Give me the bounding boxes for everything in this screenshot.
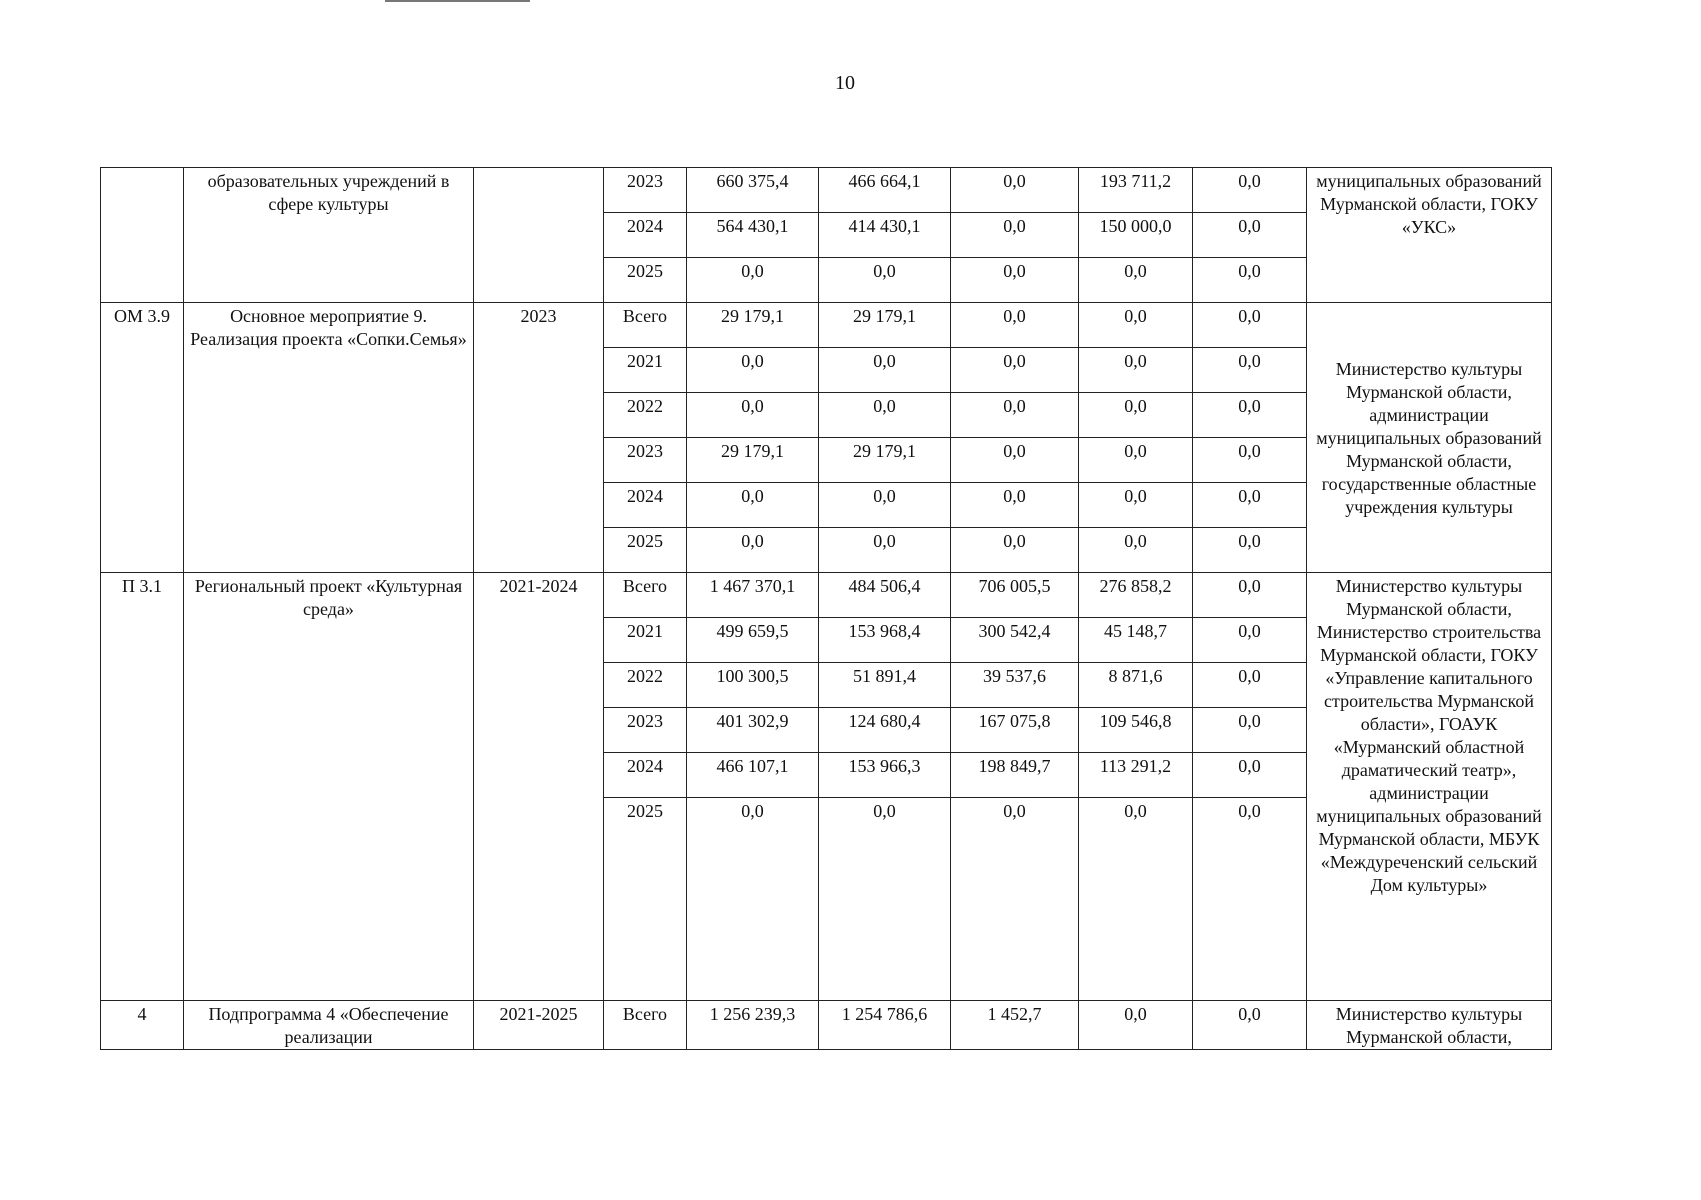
row-year: 2025: [604, 258, 687, 303]
value-cell: 0,0: [1079, 303, 1193, 348]
value-cell: 1 256 239,3: [687, 1001, 819, 1050]
page-number: 10: [835, 72, 855, 94]
value-cell: 300 542,4: [951, 618, 1079, 663]
value-cell: 0,0: [1079, 348, 1193, 393]
value-cell: 193 711,2: [1079, 168, 1193, 213]
value-cell: 0,0: [1079, 1001, 1193, 1050]
row-period: 2021-2025: [474, 1001, 604, 1050]
value-cell: 276 858,2: [1079, 573, 1193, 618]
value-cell: 414 430,1: [819, 213, 951, 258]
value-cell: 564 430,1: [687, 213, 819, 258]
value-cell: 100 300,5: [687, 663, 819, 708]
value-cell: 0,0: [1193, 708, 1307, 753]
value-cell: 153 966,3: [819, 753, 951, 798]
table-row: [101, 303, 1552, 348]
value-cell: 660 375,4: [687, 168, 819, 213]
value-cell: 0,0: [1193, 303, 1307, 348]
value-cell: 0,0: [1193, 168, 1307, 213]
value-cell: 466 107,1: [687, 753, 819, 798]
row-period: 2021-2024: [474, 573, 604, 1001]
row-responsible: муниципальных образований Мурманской области, ГОКУ «УКС»: [1307, 168, 1552, 303]
row-period: 2023: [474, 303, 604, 573]
row-year: Всего: [604, 573, 687, 618]
value-cell: 0,0: [951, 483, 1079, 528]
row-year: 2023: [604, 168, 687, 213]
row-name: образовательных учреждений в сфере культуры: [184, 168, 474, 303]
row-year: 2021: [604, 618, 687, 663]
value-cell: 0,0: [819, 258, 951, 303]
row-year: 2021: [604, 348, 687, 393]
value-cell: 0,0: [819, 483, 951, 528]
value-cell: 150 000,0: [1079, 213, 1193, 258]
value-cell: 113 291,2: [1079, 753, 1193, 798]
row-year: 2023: [604, 438, 687, 483]
value-cell: 0,0: [1193, 573, 1307, 618]
value-cell: 29 179,1: [687, 438, 819, 483]
value-cell: 45 148,7: [1079, 618, 1193, 663]
value-cell: 0,0: [1193, 438, 1307, 483]
value-cell: 0,0: [951, 258, 1079, 303]
row-year: Всего: [604, 1001, 687, 1050]
value-cell: 1 254 786,6: [819, 1001, 951, 1050]
value-cell: 0,0: [819, 528, 951, 573]
value-cell: 39 537,6: [951, 663, 1079, 708]
row-year: 2023: [604, 708, 687, 753]
value-cell: 109 546,8: [1079, 708, 1193, 753]
value-cell: 0,0: [1079, 393, 1193, 438]
row-code: ОМ 3.9: [101, 303, 184, 573]
row-year: Всего: [604, 303, 687, 348]
value-cell: 153 968,4: [819, 618, 951, 663]
value-cell: 1 467 370,1: [687, 573, 819, 618]
value-cell: 0,0: [1193, 1001, 1307, 1050]
value-cell: 0,0: [1193, 798, 1307, 1001]
value-cell: 29 179,1: [819, 438, 951, 483]
row-name: Подпрограмма 4 «Обеспечение реализации: [184, 1001, 474, 1050]
value-cell: 0,0: [1079, 258, 1193, 303]
row-code: 4: [101, 1001, 184, 1050]
value-cell: 0,0: [687, 528, 819, 573]
row-responsible: Министерство культуры Мурманской области, администрации муниципальных образований Мурманской области, государственные областные учреждения культуры: [1307, 303, 1552, 573]
value-cell: 499 659,5: [687, 618, 819, 663]
value-cell: 8 871,6: [1079, 663, 1193, 708]
value-cell: 124 680,4: [819, 708, 951, 753]
value-cell: 0,0: [687, 798, 819, 1001]
value-cell: 484 506,4: [819, 573, 951, 618]
row-year: 2022: [604, 393, 687, 438]
funding-table: [100, 167, 1552, 1050]
row-responsible: Министерство культуры Мурманской области, Министерство строительства Мурманской области, ГОКУ «Управление капитального строительства Мурманской области», ГОАУК «Мурманский областной драматический театр», администрации муниципальных образований Мурманской области, МБУК «Междуреченский сельский Дом культуры»: [1307, 573, 1552, 1001]
value-cell: 0,0: [951, 303, 1079, 348]
top-rule: [385, 0, 530, 2]
value-cell: 0,0: [687, 393, 819, 438]
value-cell: 0,0: [819, 348, 951, 393]
value-cell: 0,0: [1193, 213, 1307, 258]
table-row: [101, 1001, 1552, 1050]
value-cell: 167 075,8: [951, 708, 1079, 753]
row-year: 2024: [604, 213, 687, 258]
value-cell: 0,0: [1079, 438, 1193, 483]
value-cell: 0,0: [1079, 483, 1193, 528]
value-cell: 0,0: [1193, 348, 1307, 393]
value-cell: 51 891,4: [819, 663, 951, 708]
value-cell: 0,0: [951, 528, 1079, 573]
value-cell: 198 849,7: [951, 753, 1079, 798]
row-year: 2024: [604, 483, 687, 528]
value-cell: 1 452,7: [951, 1001, 1079, 1050]
value-cell: 0,0: [1193, 393, 1307, 438]
row-year: 2024: [604, 753, 687, 798]
value-cell: 706 005,5: [951, 573, 1079, 618]
value-cell: 0,0: [819, 798, 951, 1001]
value-cell: 0,0: [951, 798, 1079, 1001]
value-cell: 0,0: [1193, 618, 1307, 663]
row-year: 2025: [604, 528, 687, 573]
value-cell: 0,0: [951, 393, 1079, 438]
value-cell: 0,0: [687, 258, 819, 303]
value-cell: 0,0: [951, 438, 1079, 483]
value-cell: 0,0: [1193, 753, 1307, 798]
value-cell: 0,0: [951, 168, 1079, 213]
table-row: [101, 573, 1552, 618]
row-period: [474, 168, 604, 303]
row-name: Региональный проект «Культурная среда»: [184, 573, 474, 1001]
value-cell: 29 179,1: [819, 303, 951, 348]
value-cell: 0,0: [1193, 528, 1307, 573]
value-cell: 0,0: [1079, 798, 1193, 1001]
value-cell: 401 302,9: [687, 708, 819, 753]
value-cell: 0,0: [1193, 483, 1307, 528]
value-cell: 0,0: [951, 348, 1079, 393]
row-year: 2022: [604, 663, 687, 708]
row-responsible: Министерство культуры Мурманской области,: [1307, 1001, 1552, 1050]
row-name: Основное мероприятие 9. Реализация проекта «Сопки.Семья»: [184, 303, 474, 573]
value-cell: 0,0: [687, 483, 819, 528]
value-cell: 0,0: [951, 213, 1079, 258]
value-cell: 0,0: [819, 393, 951, 438]
row-code: П 3.1: [101, 573, 184, 1001]
value-cell: 0,0: [1079, 528, 1193, 573]
value-cell: 466 664,1: [819, 168, 951, 213]
value-cell: 0,0: [687, 348, 819, 393]
row-year: 2025: [604, 798, 687, 1001]
table-row: [101, 168, 1552, 213]
value-cell: 29 179,1: [687, 303, 819, 348]
row-code: [101, 168, 184, 303]
value-cell: 0,0: [1193, 663, 1307, 708]
value-cell: 0,0: [1193, 258, 1307, 303]
